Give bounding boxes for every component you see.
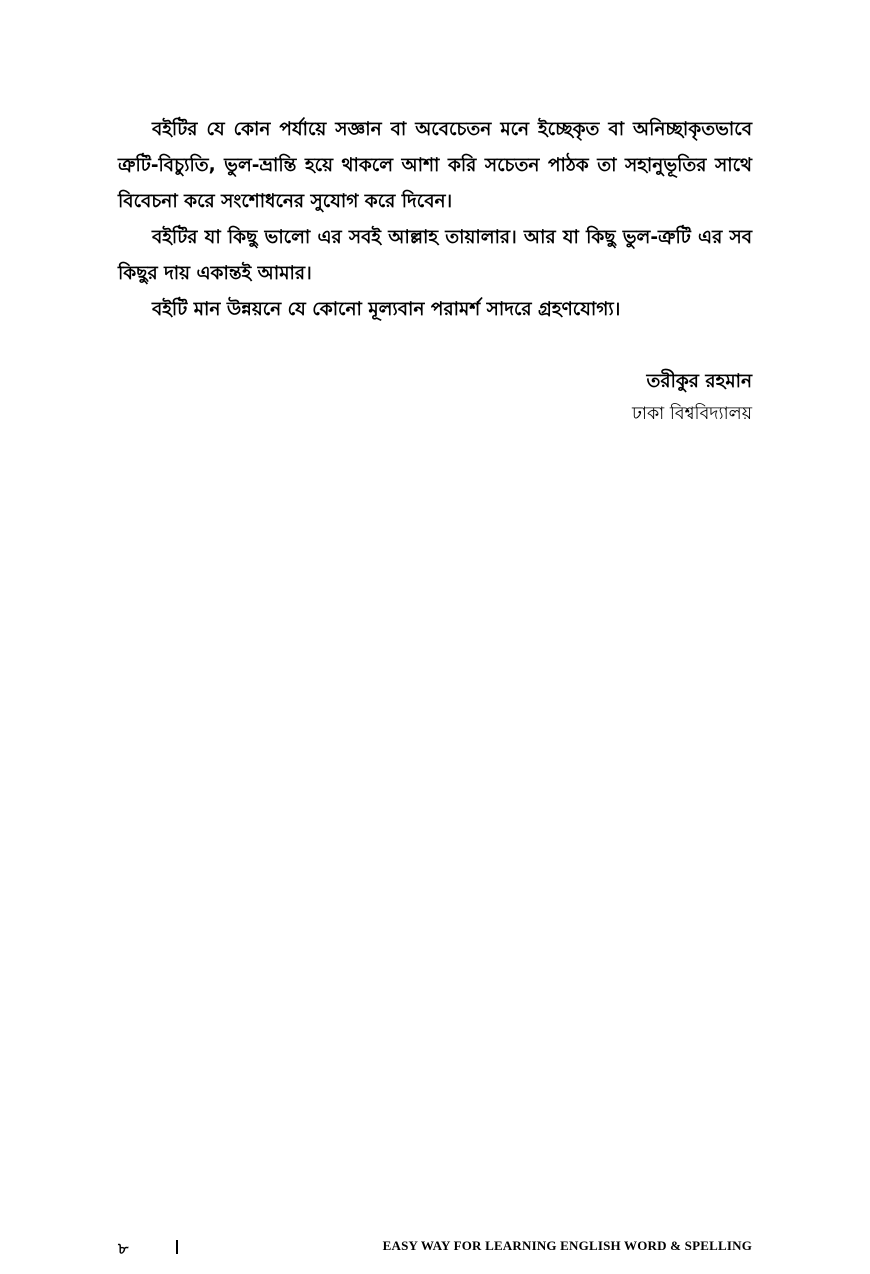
running-title: EASY WAY FOR LEARNING ENGLISH WORD & SPELLING <box>382 1238 752 1253</box>
author-signature <box>632 366 752 430</box>
preface-body <box>118 112 752 328</box>
page-footer <box>118 1236 752 1258</box>
author-name: তরীকুর রহমান <box>646 371 752 392</box>
paragraph-responsibility: বইটির যা কিছু ভালো এর সবই আল্লাহ তায়ালার। আর যা কিছু ভুল-ত্রুটি এর সব কিছুর দায় একান্তই আমার। <box>118 227 752 284</box>
paragraph-suggestions: বইটি মান উন্নয়নে যে কোনো মূল্যবান পরামর্শ সাদরে গ্রহণযোগ্য। <box>152 299 621 320</box>
footer-separator <box>176 1240 178 1254</box>
author-affiliation: ঢাকা বিশ্ববিদ্যালয় <box>631 404 752 424</box>
page-number: ৮ <box>118 1239 129 1258</box>
paragraph-errors-notice: বইটির যে কোন পর্যায়ে সজ্ঞান বা অবেচেতন মনে ইচ্ছেকৃত বা অনিচ্ছাকৃতভাবে ত্রুটি-বিচ্যুতি, ভুল-ভ্রান্তি হয়ে থাকলে আশা করি সচেতন পাঠক তা সহানুভূতির সাথে বিবেচনা করে সংশোধনের সুযোগ করে দিবেন। <box>118 119 752 212</box>
